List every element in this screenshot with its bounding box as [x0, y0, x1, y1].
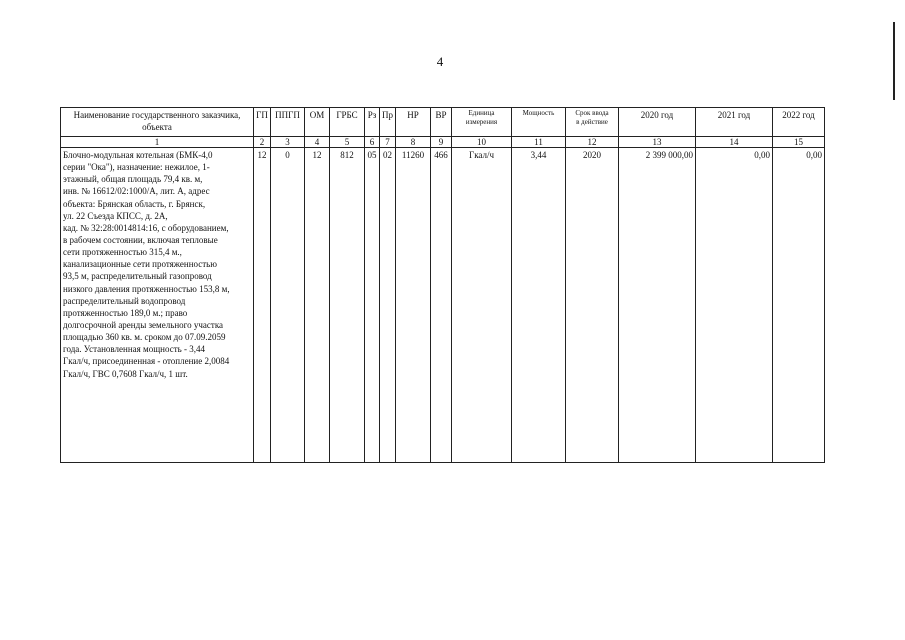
column-number: 1: [61, 137, 254, 148]
header-capacity: Мощность: [512, 108, 566, 137]
column-number: 13: [619, 137, 696, 148]
cell-ppgp: 0: [271, 148, 305, 463]
column-number: 4: [305, 137, 330, 148]
description-line: Гкал/ч, ГВС 0,7608 Гкал/ч, 1 шт.: [63, 368, 188, 379]
header-grbs: ГРБС: [330, 108, 365, 137]
description-line: низкого давления протяженностью 153,8 м,: [63, 283, 230, 294]
object-description: [61, 148, 254, 463]
column-number: 11: [512, 137, 566, 148]
description-line: площадью 360 кв. м. сроком до 07.09.2059: [63, 332, 226, 343]
cell-vr: 466: [431, 148, 452, 463]
header-2020: 2020 год: [619, 108, 696, 137]
column-number: 7: [380, 137, 396, 148]
header-name: Наименование государственного заказчика, объекта: [61, 108, 254, 137]
cell-2021: 0,00: [696, 148, 773, 463]
header-gp: ГП: [254, 108, 271, 137]
header-nr: НР: [396, 108, 431, 137]
description-line: Блочно-модульная котельная (БМК-4,0: [63, 150, 213, 160]
column-number: 2: [254, 137, 271, 148]
description-line: долгосрочной аренды земельного участка: [63, 319, 224, 330]
description-line: этажный, общая площадь 79,4 кв. м,: [63, 174, 203, 185]
header-2022: 2022 год: [773, 108, 825, 137]
cell-2020: 2 399 000,00: [619, 148, 696, 463]
description-line: распределительный водопровод: [63, 295, 186, 306]
cell-nr: 11260: [396, 148, 431, 463]
table-header-row: [61, 108, 825, 137]
header-ppgp: ППГП: [271, 108, 305, 137]
column-number: 9: [431, 137, 452, 148]
description-line: сети протяженностью 315,4 м.,: [63, 247, 182, 258]
column-number-row: [61, 137, 825, 148]
header-term: Срок ввода в действие: [566, 108, 619, 137]
header-pr: Пр: [380, 108, 396, 137]
cell-gp: 12: [254, 148, 271, 463]
header-rz: Рз: [365, 108, 380, 137]
scan-edge-mark: [893, 22, 895, 100]
cell-rz: 05: [365, 148, 380, 463]
budget-table: [60, 107, 825, 463]
cell-2022: 0,00: [773, 148, 825, 463]
column-number: 12: [566, 137, 619, 148]
column-number: 8: [396, 137, 431, 148]
header-om: ОМ: [305, 108, 330, 137]
description-line: 93,5 м, распределительный газопровод: [63, 271, 212, 282]
description-line: Гкал/ч, присоединенная - отопление 2,0084: [63, 356, 230, 367]
description-line: серии "Ока"), назначение: нежилое, 1-: [63, 162, 210, 173]
cell-pr: 02: [380, 148, 396, 463]
cell-grbs: 812: [330, 148, 365, 463]
header-unit: Единица измерения: [452, 108, 512, 137]
column-number: 5: [330, 137, 365, 148]
cell-unit: Гкал/ч: [452, 148, 512, 463]
cell-om: 12: [305, 148, 330, 463]
description-line: объекта: Брянская область, г. Брянск,: [63, 198, 206, 209]
column-number: 10: [452, 137, 512, 148]
header-vr: ВР: [431, 108, 452, 137]
description-line: года. Установленная мощность - 3,44: [63, 344, 206, 355]
table-row: [61, 148, 825, 463]
description-line: в рабочем состоянии, включая тепловые: [63, 234, 218, 245]
description-line: протяженностью 189,0 м.; право: [63, 307, 188, 318]
column-number: 15: [773, 137, 825, 148]
header-2021: 2021 год: [696, 108, 773, 137]
column-number: 14: [696, 137, 773, 148]
description-line: ул. 22 Съезда КПСС, д. 2А,: [63, 210, 168, 221]
column-number: 3: [271, 137, 305, 148]
page-number: 4: [436, 54, 444, 69]
description-line: инв. № 16612/02:1000/А, лит. А, адрес: [63, 186, 210, 197]
cell-capacity: 3,44: [512, 148, 566, 463]
description-line: кад. № 32:28:0014814:16, с оборудованием,: [63, 222, 229, 233]
column-number: 6: [365, 137, 380, 148]
description-line: канализационные сети протяженностью: [63, 259, 217, 270]
cell-term: 2020: [566, 148, 619, 463]
